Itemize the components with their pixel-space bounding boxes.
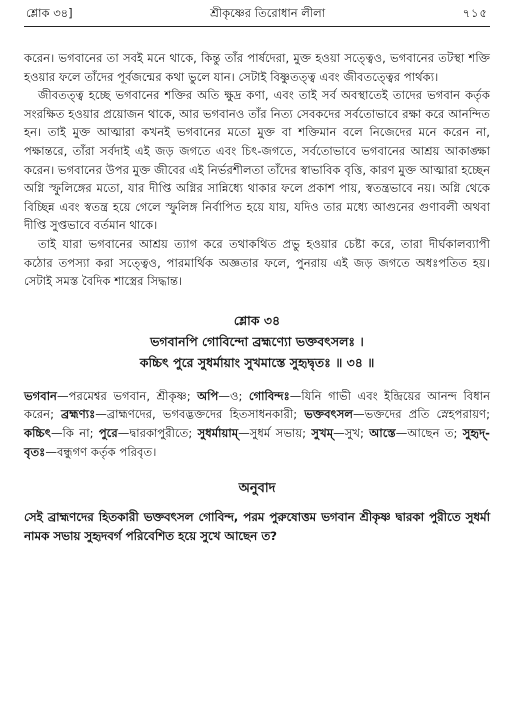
paragraph-2: জীবতত্ত্ব হচ্ছে ভগবানের শক্তির অতি ক্ষুদ্র কণা, এবং তাই সর্ব অবস্থাতেই তাদের ভগবান কর্তৃক সংরক্ষিত হওয়ার প্রয়োজন থাকে, আর ভগবানও তাঁর নিত্য সেবকদের সর্বতোভাবে রক্ষা করে আনন্দিত হন। তাই মুক্ত আত্মারা কখনই ভগবানের মতো মুক্ত বা শক্তিমান বলে নিজেদের মনে করেন না, পক্ষান্তরে, তাঁরা সর্বদাই এই জড় জগতে এবং চিৎ-জগতে, সর্বতোভাবে ভগবানের আশ্রয় আকাঙ্ক্ষা করেন। ভগবানের উপর মুক্ত জীবের এই নির্ভরশীলতা তাঁদের স্বাভাবিক বৃত্তি, কারণ মুক্ত আত্মারা হচ্ছেন অগ্নি স্ফুলিঙ্গের মতো, যার দীপ্তি অগ্নির সান্নিধ্যে থাকার ফলে প্রকাশ পায়, স্বতন্ত্রভাবে নয়। অগ্নি থেকে বিচ্ছিন্ন এবং স্বতন্ত্র হয়ে গেলে স্ফুলিঙ্গ নির্বাপিত হয়ে যায়, যদিও তার মধ্যে আগুনের গুণাবলী অথবা দীপ্তি সুপ্তভাবে বর্তমান থাকে। — [24, 88, 490, 233]
translation-text: সেই ব্রাহ্মণদের হিতকারী ভক্তবৎসল গোবিন্দ, পরম পুরুষোত্তম ভগবান শ্রীকৃষ্ণ দ্বারকা পুরীতে সুধর্মা নামক সভায় সুহৃদবর্গ পরিবেশিত হয়ে সুখে আছেন ত? — [24, 510, 490, 544]
verse-block — [24, 311, 490, 373]
synonym-word: সুধর্মায়াম্ — [197, 425, 239, 440]
synonym-word: কচ্চিৎ — [24, 425, 51, 440]
header-verse-ref: শ্লোক ৩৪] — [26, 6, 73, 20]
book-page — [24, 6, 490, 546]
running-header — [24, 6, 490, 27]
synonym-meaning: —যিনি গাভী এবং ইন্দ্রিয়ের আনন্দ বিধান করেন; — [24, 388, 490, 422]
synonym-word: গোবিন্দঃ — [248, 388, 290, 403]
synonyms — [24, 387, 490, 461]
verse-heading: শ্লোক ৩৪ — [233, 312, 281, 328]
synonym-word: পুরে — [98, 425, 118, 440]
verse-line-2: কচ্চিৎ পুরে সুধর্মায়াং সুখমাস্তে সুহৃদ্বৃতঃ ॥ ৩৪ ॥ — [139, 354, 375, 370]
synonym-meaning: —বন্ধুগণ কর্তৃক পরিবৃত। — [45, 444, 157, 459]
synonym-word: অপি — [197, 388, 219, 403]
header-chapter-title: শ্রীকৃষ্ণের তিরোধান লীলা — [210, 6, 326, 20]
synonym-meaning: —দ্বারকাপুরীতে; — [117, 425, 198, 440]
synonym-word: আস্তে — [369, 425, 396, 440]
paragraph-3: তাই যারা ভগবানের আশ্রয় ত্যাগ করে তথাকথিত প্রভু হওয়ার চেষ্টা করে, তারা দীর্ঘকালব্যাপী কঠোর তপস্যা করা সত্ত্বেও, পারমার্থিক অজ্ঞতার ফলে, পুনরায় এই জড় জগতে অধঃপতিত হয়। সেটাই সমস্ত বৈদিক শাস্ত্রের সিদ্ধান্ত। — [24, 236, 490, 289]
synonym-meaning: —ব্রাহ্মণদের, ভগবদ্ভক্তদের হিতসাধনকারী; — [95, 407, 305, 422]
synonym-meaning: —সুখ; — [333, 425, 370, 440]
synonym-meaning: —কি না; — [50, 425, 99, 440]
synonym-word: ভগবান — [24, 388, 57, 403]
verse-line-1: ভগবানপি গোবিন্দো ব্রহ্মণ্যো ভক্তবৎসলঃ । — [150, 333, 364, 349]
synonym-word: ভক্তবৎসল — [304, 407, 354, 422]
translation-heading: অনুবাদ — [238, 481, 276, 497]
synonym-word: সুখম্ — [311, 425, 334, 440]
synonym-meaning: —ভক্তদের প্রতি স্নেহপরায়ণ; — [353, 407, 490, 422]
purport-text — [24, 49, 490, 291]
synonym-meaning: —সুধর্ম সভায়; — [238, 425, 312, 440]
synonym-word: ব্রহ্মণ্যঃ — [61, 407, 96, 422]
synonym-meaning: —পরমেশ্বর ভগবান, শ্রীকৃষ্ণ; — [56, 388, 198, 403]
page-number: ৭১৫ — [462, 6, 488, 20]
synonym-word: সুহৃদ্-বৃতঃ — [24, 425, 490, 459]
synonym-meaning: —ও; — [218, 388, 249, 403]
synonym-meaning: —আছেন ত; — [395, 425, 463, 440]
paragraph-1: করেন। ভগবানের তা সবই মনে থাকে, কিন্তু তাঁর পার্ষদেরা, মুক্ত হওয়া সত্ত্বেও, ভগবানের তটস্থা শক্তি হওয়ার ফলে তাঁদের পূর্বজন্মের কথা ভুলে যান। সেটাই বিষ্ণুতত্ত্ব এবং জীবতত্ত্বের পার্থক্য। — [24, 51, 490, 84]
